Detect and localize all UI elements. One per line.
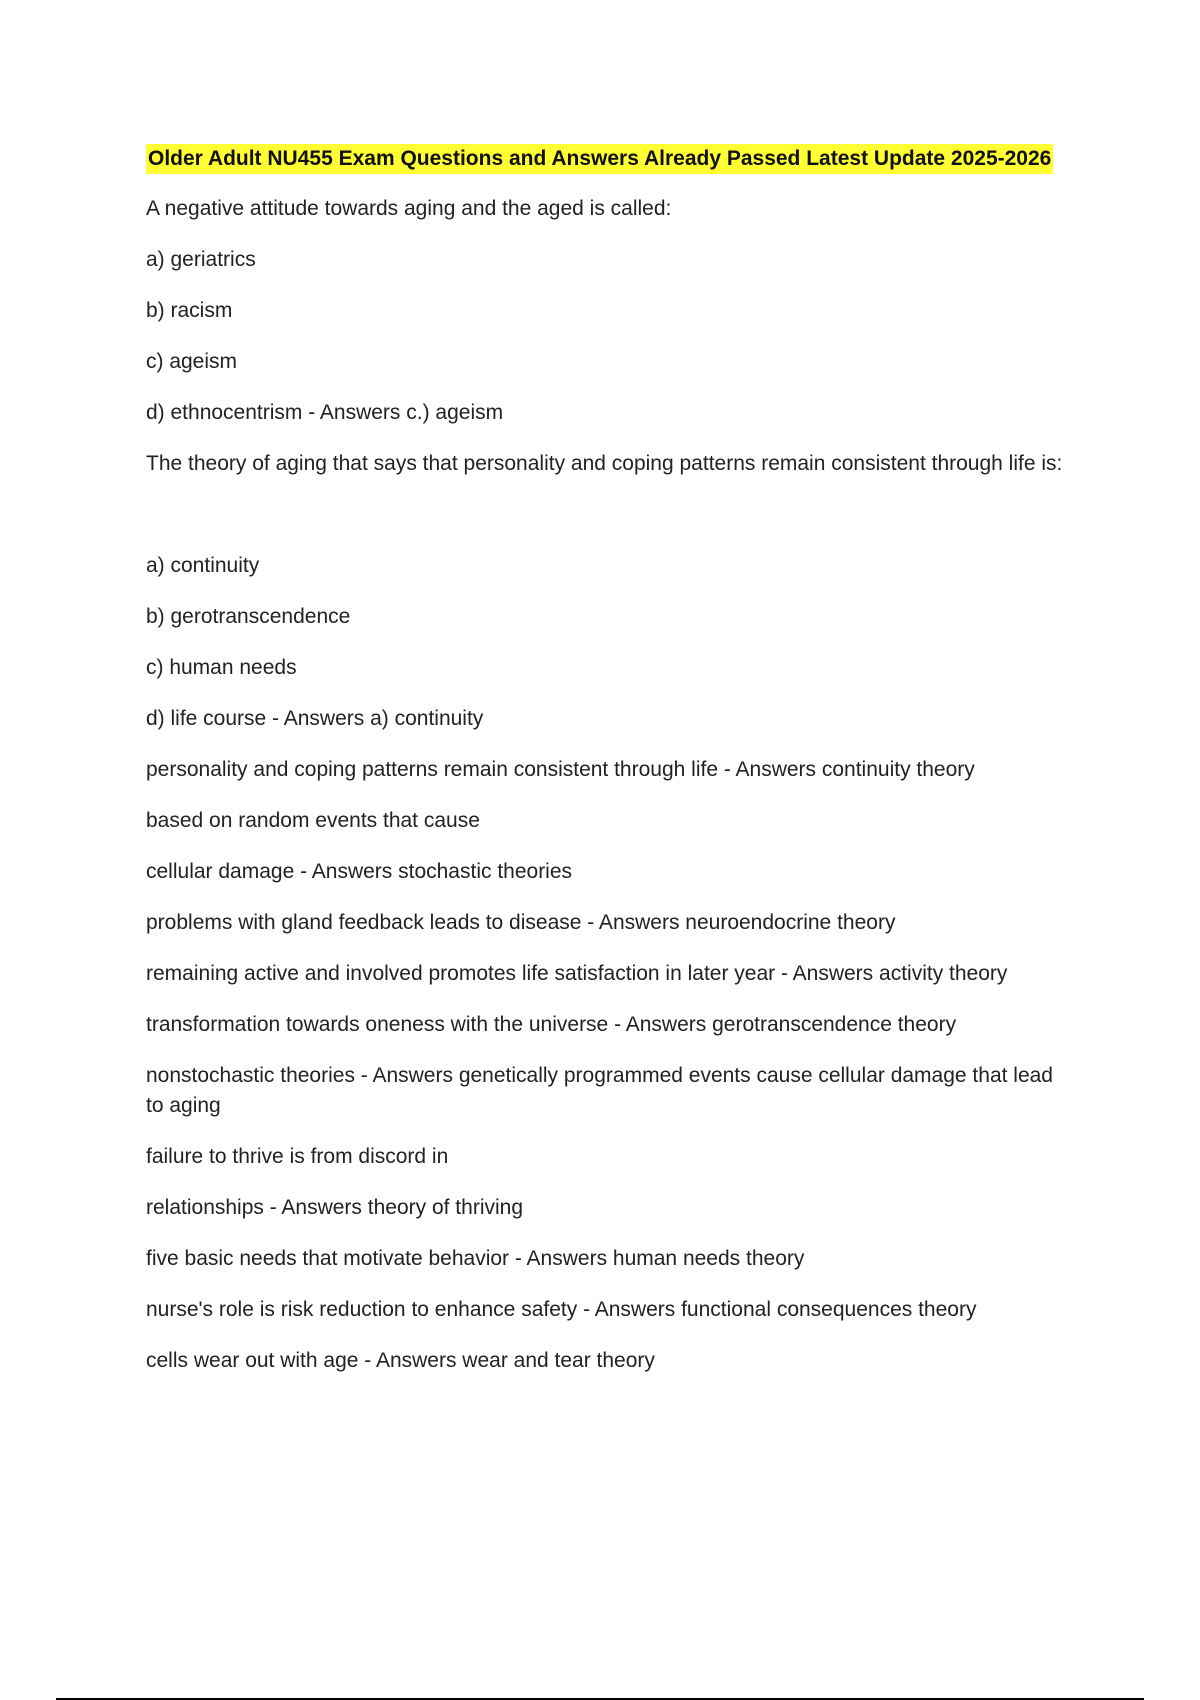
qa-gerotranscendence-theory: transformation towards oneness with the universe - Answers gerotranscendence theory	[146, 1013, 957, 1036]
qa-nonstochastic-theories: nonstochastic theories - Answers genetically programmed events cause cellular damage that lead to aging	[146, 1064, 1053, 1117]
qa-stochastic-theories: cellular damage - Answers stochastic theories	[146, 860, 573, 883]
question-1-option-a: a) geriatrics	[146, 248, 256, 271]
question-2-option-c: c) human needs	[146, 656, 297, 679]
qa-neuroendocrine-theory: problems with gland feedback leads to disease - Answers neuroendocrine theory	[146, 911, 896, 934]
question-2-option-a: a) continuity	[146, 554, 260, 577]
question-2-option-d-answer: d) life course - Answers a) continuity	[146, 707, 484, 730]
question-1-option-b: b) racism	[146, 299, 233, 322]
document-body	[146, 144, 1066, 1397]
qa-human-needs-theory: five basic needs that motivate behavior - Answers human needs theory	[146, 1247, 805, 1270]
qa-stochastic-prompt: based on random events that cause	[146, 809, 480, 832]
qa-thriving-prompt: failure to thrive is from discord in	[146, 1145, 449, 1168]
question-1-option-d-answer: d) ethnocentrism - Answers c.) ageism	[146, 401, 504, 424]
question-1-option-c: c) ageism	[146, 350, 238, 373]
qa-activity-theory: remaining active and involved promotes life satisfaction in later year - Answers activity theory	[146, 962, 1008, 985]
document-title: Older Adult NU455 Exam Questions and Answers Already Passed Latest Update 2025-2026	[146, 144, 1053, 174]
question-2-stem: The theory of aging that says that personality and coping patterns remain consistent through life is:	[146, 452, 1063, 475]
question-1-stem: A negative attitude towards aging and the aged is called:	[146, 197, 672, 220]
qa-functional-consequences-theory: nurse's role is risk reduction to enhance safety - Answers functional consequences theory	[146, 1298, 977, 1321]
qa-wear-and-tear-theory: cells wear out with age - Answers wear and tear theory	[146, 1349, 655, 1372]
question-2-option-b: b) gerotranscendence	[146, 605, 351, 628]
qa-theory-of-thriving: relationships - Answers theory of thriving	[146, 1196, 524, 1219]
qa-continuity-theory: personality and coping patterns remain consistent through life - Answers continuity theory	[146, 758, 975, 781]
